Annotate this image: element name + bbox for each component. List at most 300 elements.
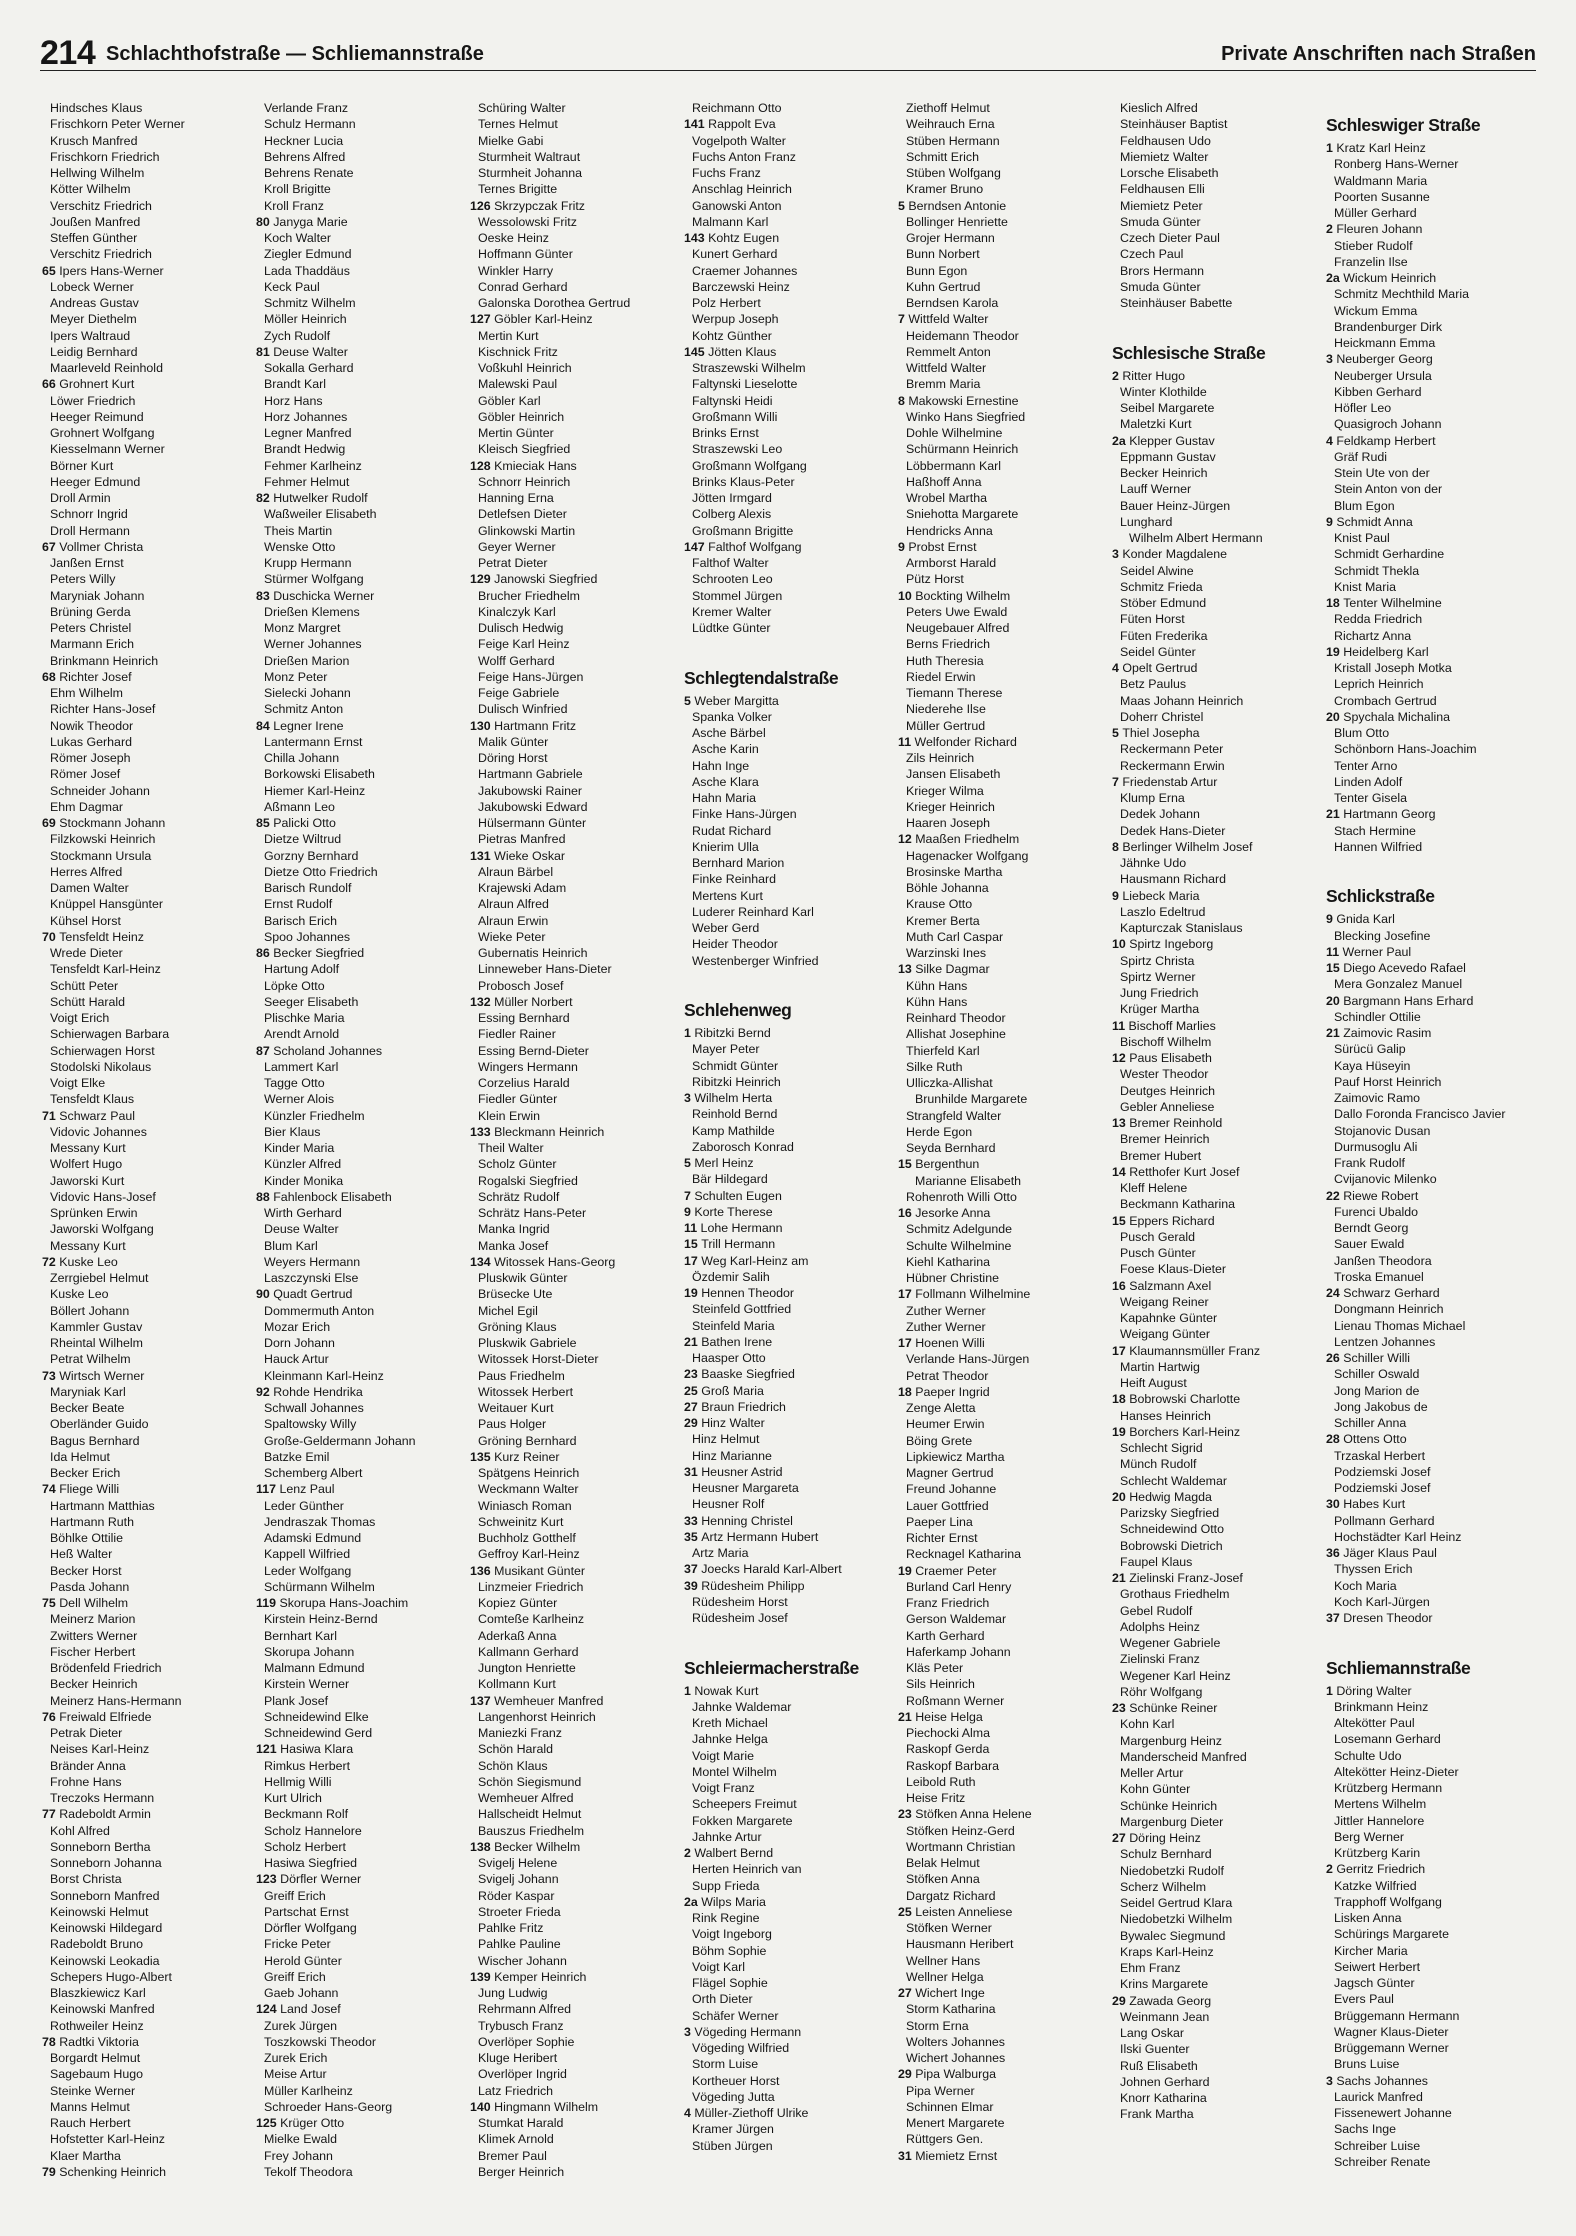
resident-entry: Wessolowski Fritz (478, 214, 577, 229)
resident-entry: Löpke Otto (264, 978, 325, 993)
house-number-entry: 141 Rappolt Eva (684, 117, 776, 132)
resident-entry: Steinhäuser Babette (1120, 296, 1233, 310)
resident-entry: Theil Walter (478, 1141, 544, 1155)
resident-entry: Jagsch Günter (1334, 1976, 1415, 1990)
resident-entry: Bollinger Henriette (906, 214, 1008, 229)
resident-entry: Laurick Manfred (1334, 2089, 1423, 2104)
resident-entry: Lüdtke Günter (692, 621, 771, 635)
resident-entry: Beckmann Rolf (264, 1807, 349, 1822)
resident-entry: Fissenewert Johanne (1334, 2106, 1452, 2120)
resident-entry: Hartmann Ruth (50, 1514, 135, 1529)
resident-entry: Schrätz Rudolf (478, 1189, 560, 1204)
house-number-entry: 23 Schünke Reiner (1112, 1701, 1218, 1715)
resident-entry: Storm Katharina (906, 2002, 996, 2017)
resident-entry: Barczewski Heinz (692, 279, 790, 294)
resident-entry: Hauck Artur (264, 1352, 329, 1367)
resident-entry: Conrad Gerhard (478, 279, 568, 294)
resident-entry: Heumer Erwin (906, 1417, 985, 1432)
house-number-entry: 92 Rohde Hendrika (256, 1384, 363, 1399)
resident-entry: Meinerz Hans-Hermann (50, 1693, 182, 1708)
resident-entry: Blum Otto (1334, 726, 1390, 740)
resident-entry: Sils Heinrich (906, 1677, 975, 1692)
resident-entry: Schmidt Thekla (1334, 563, 1420, 578)
house-number-entry: 12 Paus Elisabeth (1112, 1051, 1212, 1065)
house-number-entry: 11 Werner Paul (1326, 944, 1412, 959)
resident-entry: Leibold Ruth (906, 1774, 976, 1789)
resident-entry: Weckmann Walter (478, 1482, 579, 1497)
resident-entry: Keinowski Helmut (50, 1904, 149, 1919)
resident-entry: Troska Emanuel (1334, 1269, 1424, 1284)
resident-entry: Detlefsen Dieter (478, 507, 567, 522)
resident-entry: Maas Johann Heinrich (1120, 693, 1244, 708)
resident-entry: Feldhausen Elli (1120, 182, 1205, 197)
resident-entry: Adolphs Heinz (1120, 1619, 1200, 1634)
resident-entry: Spoo Johannes (264, 929, 351, 944)
resident-entry: Plischke Maria (264, 1011, 345, 1025)
resident-entry: Stojanovic Dusan (1334, 1123, 1431, 1138)
house-number-entry: 21 Hartmann Georg (1326, 807, 1436, 822)
house-number-entry: 31 Miemietz Ernst (898, 2148, 998, 2163)
resident-entry: Knorr Katharina (1120, 2091, 1207, 2105)
resident-entry: Reichmann Otto (692, 101, 782, 115)
resident-entry: Arendt Arnold (264, 1027, 340, 1042)
resident-entry: Kohn Günter (1120, 1782, 1191, 1797)
street-heading: Schlesische Straße (1112, 342, 1266, 363)
resident-entry: Voigt Franz (692, 1781, 755, 1795)
resident-entry: Kluge Heribert (478, 2051, 558, 2065)
resident-entry: Sachs Inge (1334, 2122, 1396, 2137)
resident-entry: Pusch Günter (1120, 1246, 1196, 1260)
resident-entry: Kapturczak Stanislaus (1120, 921, 1243, 935)
resident-entry: Spirtz Werner (1120, 969, 1196, 984)
resident-entry: Jong Jakobus de (1334, 1399, 1428, 1414)
resident-entry: Schneider Johann (50, 783, 150, 798)
house-number-entry: 5 Weber Margitta (684, 693, 779, 708)
resident-entry: Asche Karin (692, 742, 759, 757)
resident-entry: Berg Werner (1334, 1829, 1405, 1844)
resident-entry: Keinowski Hildegard (50, 1921, 163, 1935)
resident-entry: Weigang Günter (1120, 1327, 1211, 1342)
resident-entry: Haasper Otto (692, 1351, 766, 1365)
resident-entry: Aßmann Leo (264, 799, 335, 814)
resident-entry: Gräf Rudi (1334, 449, 1388, 464)
resident-entry: Schüring Walter (478, 101, 566, 115)
resident-entry: Hannen Wilfried (1334, 839, 1423, 854)
resident-entry: Krupp Hermann (264, 556, 352, 570)
resident-entry: Mozar Erich (264, 1319, 331, 1334)
resident-entry: Kohtz Günther (692, 328, 772, 343)
resident-entry: Hellmig Willi (264, 1774, 332, 1789)
resident-entry: Schepers Hugo-Albert (50, 1969, 172, 1984)
resident-entry: Schiller Oswald (1334, 1367, 1420, 1382)
house-number-entry: 31 Heusner Astrid (684, 1464, 783, 1479)
house-number-entry: 21 Bathen Irene (684, 1334, 773, 1349)
resident-entry: Heise Fritz (906, 1791, 966, 1805)
resident-entry: Stöfken Heinz-Gerd (906, 1823, 1015, 1838)
resident-entry: Schemberg Albert (264, 1466, 363, 1480)
resident-entry: Scholz Günter (478, 1157, 557, 1172)
resident-entry: Schmidt Günter (692, 1058, 779, 1073)
resident-entry: Rheintal Wilhelm (50, 1336, 143, 1350)
resident-entry: Röder Kaspar (478, 1888, 555, 1903)
resident-entry: Voigt Elke (50, 1076, 106, 1090)
resident-entry: Frischkorn Friedrich (50, 149, 160, 164)
house-number-entry: 29 Hinz Walter (684, 1416, 765, 1430)
resident-entry: Schnorr Ingrid (50, 507, 128, 522)
resident-entry: Martin Hartwig (1120, 1359, 1200, 1374)
house-number-entry: 3 Sachs Johannes (1326, 2073, 1428, 2088)
house-number-entry: 15 Trill Hermann (684, 1237, 776, 1252)
resident-entry: Falthof Walter (692, 556, 769, 570)
resident-entry: Peters Uwe Ewald (906, 604, 1008, 619)
resident-entry: Müller Gertrud (906, 718, 986, 733)
house-number-entry: 117 Lenz Paul (256, 1482, 335, 1497)
resident-entry: Behrens Renate (264, 166, 354, 180)
resident-entry: Böhle Johanna (906, 881, 989, 895)
resident-entry: Schulz Bernhard (1120, 1847, 1212, 1862)
house-number-entry: 36 Jäger Klaus Paul (1326, 1546, 1437, 1560)
house-number-entry: 33 Henning Christel (684, 1513, 793, 1528)
house-number-entry: 71 Schwarz Paul (42, 1108, 135, 1123)
resident-entry: Jaworski Wolfgang (50, 1222, 154, 1237)
resident-entry: Kirstein Werner (264, 1677, 350, 1692)
resident-entry: Kramer Jürgen (692, 2122, 774, 2137)
resident-entry: Rimkus Herbert (264, 1758, 351, 1773)
resident-entry: Brosinske Martha (906, 864, 1003, 879)
resident-entry: Schneidewind Otto (1120, 1522, 1225, 1537)
resident-entry: Brüning Gerda (50, 604, 131, 619)
resident-entry: Jähnke Udo (1120, 856, 1187, 870)
resident-entry: Glinkowski Martin (478, 523, 576, 538)
resident-entry: Sturmheit Johanna (478, 166, 583, 180)
resident-entry: Ronberg Hans-Werner (1334, 157, 1459, 172)
resident-entry: Göbler Karl (478, 393, 541, 408)
resident-entry: Karth Gerhard (906, 1628, 985, 1643)
house-number-entry: 37 Joecks Harald Karl-Albert (684, 1562, 842, 1577)
resident-entry: Mertens Wilhelm (1334, 1797, 1427, 1812)
house-number-entry: 17 Weg Karl-Heinz am (684, 1253, 809, 1268)
resident-entry: Möller Heinrich (264, 312, 347, 327)
resident-entry: Zenge Aletta (906, 1401, 976, 1415)
resident-entry: Hahn Inge (692, 758, 750, 773)
resident-entry: Haßhoff Anna (906, 474, 982, 489)
resident-entry: Gröning Bernhard (478, 1433, 577, 1448)
resident-entry: Bywalec Siegmund (1120, 1928, 1226, 1943)
resident-entry: Gröning Klaus (478, 1319, 557, 1334)
resident-entry: Bränder Anna (50, 1758, 126, 1773)
resident-entry: Malewski Paul (478, 377, 558, 392)
resident-entry: Rüttgers Gen. (906, 2132, 984, 2147)
resident-entry: Zerrgiebel Helmut (50, 1271, 149, 1285)
resident-entry: Klump Erna (1120, 791, 1185, 805)
resident-entry: Stockmann Ursula (50, 848, 152, 863)
resident-entry: Essing Bernhard (478, 1011, 570, 1025)
resident-entry: Jaworski Kurt (50, 1173, 125, 1188)
resident-entry: Luderer Reinhard Karl (692, 904, 814, 919)
resident-entry: Steinfeld Gottfried (692, 1302, 792, 1317)
resident-entry: Frohne Hans (50, 1774, 122, 1789)
house-number-entry: 69 Stockmann Johann (42, 816, 166, 830)
resident-entry: Montel Wilhelm (692, 1764, 777, 1779)
resident-entry: Brüggemann Hermann (1334, 2008, 1460, 2023)
resident-entry: Schweinitz Kurt (478, 1514, 564, 1529)
resident-entry: Wolff Gerhard (478, 653, 555, 668)
resident-entry: Tensfeldt Karl-Heinz (50, 962, 161, 977)
resident-entry: Krusch Manfred (50, 133, 138, 148)
resident-entry: Rothweiler Heinz (50, 2018, 144, 2033)
resident-entry: Aderkaß Anna (478, 1628, 557, 1643)
resident-entry: Knierim Ulla (692, 839, 759, 854)
house-number-entry: 4 Opelt Gertrud (1112, 661, 1198, 675)
resident-entry: Große-Geldermann Johann (264, 1433, 416, 1448)
resident-entry: Petrat Theodor (906, 1368, 989, 1383)
resident-entry: Mera Gonzalez Manuel (1334, 977, 1463, 992)
house-number-entry: 68 Richter Josef (42, 669, 132, 684)
resident-entry: Krützberg Karin (1334, 1846, 1421, 1860)
resident-entry: Buchholz Gotthelf (478, 1531, 576, 1545)
resident-entry: Pollmann Gerhard (1334, 1513, 1435, 1528)
resident-entry: Dargatz Richard (906, 1888, 996, 1903)
resident-entry: Börner Kurt (50, 458, 114, 473)
house-number-entry: 20 Spychala Michalina (1326, 709, 1450, 724)
resident-entry: Steffen Günther (50, 231, 138, 245)
resident-entry: Brinkmann Heinrich (50, 653, 159, 668)
house-number-entry: 3 Vögeding Hermann (684, 2024, 802, 2039)
column-4 (684, 100, 889, 2154)
resident-entry: Marmann Erich (50, 637, 135, 652)
resident-entry: Hagenacker Wolfgang (906, 848, 1029, 863)
resident-entry: Wortmann Christian (906, 1839, 1016, 1854)
resident-entry: Rüdesheim Horst (692, 1594, 788, 1609)
house-number-entry: 88 Fahlenbock Elisabeth (256, 1189, 392, 1204)
resident-entry: Sokalla Gerhard (264, 361, 354, 375)
resident-entry: Meise Artur (264, 2067, 327, 2082)
resident-entry: Künzler Friedhelm (264, 1108, 365, 1123)
resident-entry: Petrat Dieter (478, 556, 548, 570)
resident-entry: Keinowski Leokadia (50, 1953, 160, 1968)
resident-entry: Winko Hans Siegfried (906, 409, 1026, 424)
resident-entry: Stach Hermine (1334, 823, 1416, 838)
spacer (1112, 311, 1317, 327)
house-number-entry: 119 Skorupa Hans-Joachim (256, 1596, 409, 1610)
resident-entry: Neuberger Ursula (1334, 368, 1432, 383)
resident-entry: Janßen Theodora (1334, 1253, 1432, 1268)
resident-entry: Voigt Karl (692, 1959, 746, 1974)
resident-entry: Zuther Werner (906, 1319, 986, 1334)
resident-entry: Hartmann Gabriele (478, 767, 583, 782)
resident-entry: Maryniak Karl (50, 1384, 126, 1399)
house-number-entry: 14 Retthofer Kurt Josef (1112, 1164, 1240, 1179)
house-number-entry: 9 Probst Ernst (898, 539, 977, 554)
resident-entry: Schrätz Hans-Peter (478, 1206, 587, 1220)
house-number-entry: 17 Hoenen Willi (898, 1336, 985, 1350)
house-number-entry: 13 Bremer Reinhold (1112, 1116, 1223, 1130)
resident-entry: Trapphoff Wolfgang (1334, 1894, 1442, 1909)
resident-entry: Hendricks Anna (906, 523, 993, 538)
resident-entry: Kohl Alfred (50, 1823, 110, 1838)
resident-entry: Monz Peter (264, 669, 328, 684)
resident-entry: Ruß Elisabeth (1120, 2058, 1198, 2073)
resident-entry: Krützberg Hermann (1334, 1781, 1443, 1795)
resident-entry: Becker Horst (50, 1563, 122, 1578)
resident-entry: Frank Martha (1120, 2107, 1194, 2122)
house-number-entry: 77 Radeboldt Armin (42, 1807, 151, 1822)
resident-entry: Schön Klaus (478, 1758, 548, 1773)
resident-entry: Schütt Harald (50, 994, 126, 1009)
resident-entry: Vidovic Johannes (50, 1124, 147, 1139)
resident-entry: Schmidt Gerhardine (1334, 547, 1445, 562)
resident-entry: Lammert Karl (264, 1059, 339, 1074)
resident-entry: Dohle Wilhelmine (906, 426, 1003, 440)
resident-entry: Lunghard (1120, 514, 1173, 529)
resident-entry: Brucher Friedhelm (478, 588, 580, 603)
house-number-entry: 3 Wilhelm Herta (684, 1091, 773, 1105)
resident-entry: Großmann Brigitte (692, 523, 794, 538)
house-number-entry: 123 Dörfler Werner (256, 1872, 362, 1887)
house-number-entry: 19 Hennen Theodor (684, 1286, 795, 1300)
resident-entry: Schulte Wilhelmine (906, 1238, 1012, 1253)
resident-entry: Voßkuhl Heinrich (478, 361, 572, 375)
resident-entry: Kinder Maria (264, 1141, 335, 1155)
house-number-entry: 15 Diego Acevedo Rafael (1326, 961, 1466, 975)
resident-entry: Polz Herbert (692, 296, 761, 310)
resident-entry: Linden Adolf (1334, 774, 1403, 789)
resident-entry: Schlecht Sigrid (1120, 1441, 1203, 1455)
house-number-entry: 67 Vollmer Christa (42, 539, 144, 554)
house-number-entry: 79 Schenking Heinrich (42, 2164, 166, 2179)
resident-entry: Borkowski Elisabeth (264, 767, 375, 782)
house-number-entry: 21 Heise Helga (898, 1709, 983, 1724)
column-2 (256, 100, 461, 2180)
street-heading: Schleswiger Straße (1326, 115, 1481, 135)
resident-entry: Maryniak Johann (50, 588, 145, 603)
resident-entry: Bruns Luise (1334, 2057, 1400, 2072)
resident-entry: Kleinmann Karl-Heinz (264, 1368, 384, 1383)
resident-entry: Weihrauch Erna (906, 117, 995, 132)
house-number-entry: 18 Tenter Wilhelmine (1326, 596, 1442, 610)
resident-entry: Kammler Gustav (50, 1319, 143, 1334)
house-number-entry: 84 Legner Irene (256, 718, 344, 733)
resident-entry: Haferkamp Johann (906, 1644, 1011, 1659)
resident-entry: Hinz Marianne (692, 1448, 772, 1463)
resident-entry: Kinalczyk Karl (478, 604, 556, 619)
resident-entry: Fuchs Anton Franz (692, 149, 796, 164)
resident-entry: Kiesselmann Werner (50, 442, 165, 457)
resident-entry: Kuhn Gertrud (906, 279, 981, 294)
resident-entry: Sauer Ewald (1334, 1237, 1405, 1252)
resident-entry: Scholz Herbert (264, 1839, 346, 1854)
resident-entry: Faltynski Heidi (692, 393, 773, 408)
resident-entry: Berndsen Karola (906, 296, 999, 310)
resident-entry: Frischkorn Peter Werner (50, 117, 185, 132)
resident-entry: Riedel Erwin (906, 669, 976, 684)
resident-entry: Faupel Klaus (1120, 1554, 1193, 1569)
resident-entry: Blaszkiewicz Karl (50, 1986, 146, 2000)
resident-entry: Brors Hermann (1120, 263, 1205, 278)
resident-entry: Zwitters Werner (50, 1628, 138, 1643)
house-number-entry: 2a Wilps Maria (684, 1894, 766, 1909)
resident-entry: Winkler Harry (478, 263, 554, 278)
resident-entry: Sprünken Erwin (50, 1206, 138, 1220)
resident-entry: Brandt Karl (264, 377, 326, 392)
resident-entry: Bär Hildegard (692, 1172, 768, 1187)
resident-entry: Jung Ludwig (478, 1986, 548, 2000)
resident-entry: Lauer Gottfried (906, 1498, 989, 1513)
resident-entry: Kohn Karl (1120, 1717, 1175, 1732)
resident-entry: Huth Theresia (906, 653, 984, 668)
resident-entry: Schreiber Renate (1334, 2154, 1431, 2169)
spacer (1326, 1626, 1531, 1642)
resident-entry: Blum Karl (264, 1238, 318, 1253)
resident-entry: Stürmer Wolfgang (264, 572, 364, 587)
resident-entry: Kristall Joseph Motka (1334, 661, 1452, 675)
resident-entry: Leder Wolfgang (264, 1563, 352, 1578)
resident-entry: Stommel Jürgen (692, 588, 783, 603)
resident-entry: Stüben Jürgen (692, 2138, 773, 2153)
resident-entry: Stumkat Harald (478, 2116, 564, 2130)
resident-entry: Schünke Heinrich (1120, 1798, 1218, 1813)
resident-entry: Becker Heinrich (50, 1677, 138, 1692)
resident-entry: Schindler Ottilie (1334, 1009, 1421, 1024)
resident-entry: Jung Friedrich (1120, 986, 1199, 1000)
resident-entry: Keinowski Manfred (50, 2002, 155, 2017)
house-number-entry: 2 Walbert Bernd (684, 1846, 774, 1860)
resident-entry: Schneidewind Gerd (264, 1726, 373, 1740)
house-number-entry: 30 Habes Kurt (1326, 1497, 1406, 1512)
resident-entry: Schönborn Hans-Joachim (1334, 742, 1477, 757)
resident-entry: Becker Heinrich (1120, 466, 1208, 480)
resident-entry: Lienau Thomas Michael (1334, 1318, 1466, 1333)
resident-entry: Petrak Dieter (50, 1726, 123, 1740)
house-number-entry: 1 Nowak Kurt (684, 1683, 759, 1698)
resident-entry: Verlande Franz (264, 101, 349, 115)
resident-entry: Hanning Erna (478, 491, 554, 505)
resident-entry: Redda Friedrich (1334, 612, 1423, 627)
resident-entry: Neugebauer Alfred (906, 621, 1010, 635)
resident-entry: Asche Bärbel (692, 726, 766, 740)
resident-entry: Vögeding Jutta (692, 2089, 775, 2104)
resident-entry: Gebler Anneliese (1120, 1099, 1215, 1114)
resident-entry: Knüppel Hansgünter (50, 897, 163, 912)
resident-entry: Langenhorst Heinrich (478, 1709, 596, 1724)
resident-entry: Meinerz Marion (50, 1612, 136, 1627)
house-number-entry: 128 Kmieciak Hans (470, 458, 577, 473)
resident-entry: Löbbermann Karl (906, 458, 1002, 473)
resident-entry: Wester Theodor (1120, 1067, 1209, 1082)
resident-entry: Weyers Hermann (264, 1254, 361, 1269)
house-number-entry: 125 Krüger Otto (256, 2116, 345, 2130)
resident-entry: Koch Walter (264, 231, 332, 245)
resident-entry: Bremer Heinrich (1120, 1132, 1210, 1147)
house-number-entry: 66 Grohnert Kurt (42, 377, 135, 392)
resident-entry: Weinmann Jean (1120, 2009, 1210, 2024)
resident-entry: Burland Carl Henry (906, 1579, 1012, 1594)
house-number-entry: 29 Pipa Walburga (898, 2067, 997, 2082)
resident-entry: Spätgens Heinrich (478, 1466, 580, 1480)
resident-entry: Stroeter Frieda (478, 1904, 561, 1919)
house-number-entry: 19 Borchers Karl-Heinz (1112, 1424, 1241, 1439)
column-7 (1326, 100, 1531, 2170)
resident-entry: Füten Horst (1120, 612, 1185, 627)
resident-entry: Janßen Ernst (50, 556, 124, 570)
resident-entry: Wirth Gerhard (264, 1206, 342, 1220)
resident-entry: Lipkiewicz Martha (906, 1449, 1005, 1464)
resident-entry: Scherz Wilhelm (1120, 1879, 1207, 1894)
resident-entry: Belak Helmut (906, 1856, 980, 1870)
resident-entry: Wrede Dieter (50, 946, 123, 960)
resident-entry: Hübner Christine (906, 1271, 999, 1285)
resident-entry: Brinkmann Heinz (1334, 1699, 1429, 1714)
